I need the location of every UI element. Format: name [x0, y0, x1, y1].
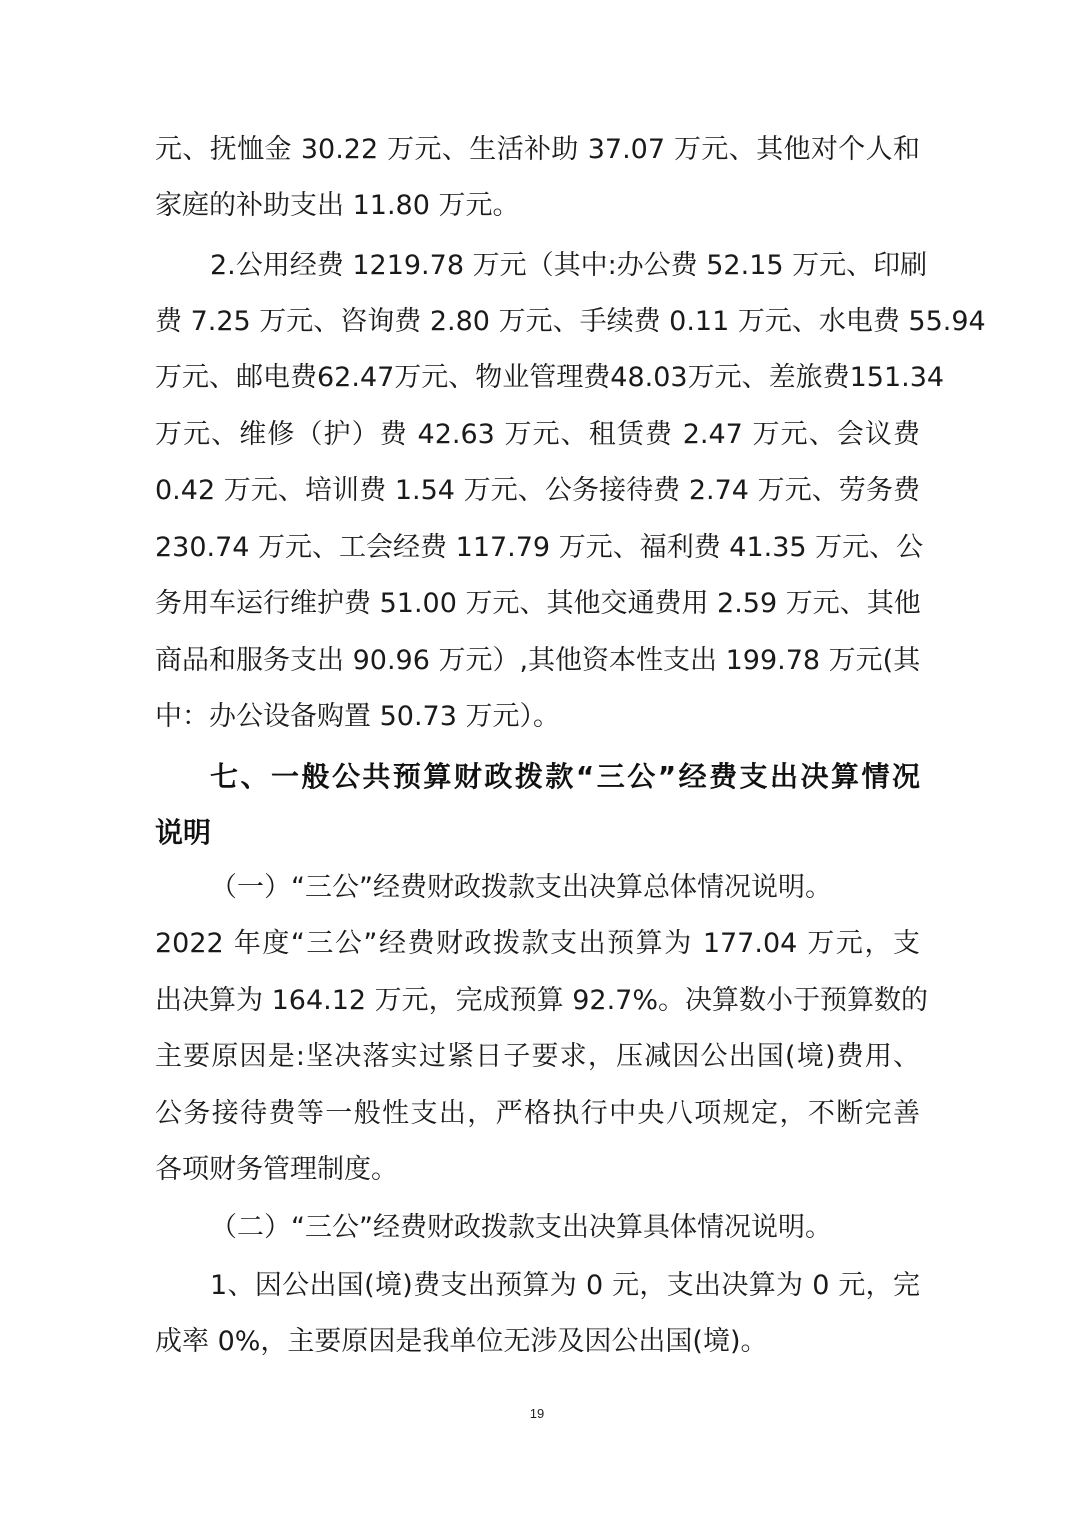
paragraph-line: 万元、维修（护）费 42.63 万元、租赁费 2.47 万元、会议费 [155, 419, 920, 450]
paragraph-line: 230.74 万元、工会经费 117.79 万元、福利费 41.35 万元、公 [155, 532, 924, 563]
paragraph-line: 2.公用经费 1219.78 万元（其中:办公费 52.15 万元、印刷 [210, 250, 928, 281]
paragraph-line: 主要原因是:坚决落实过紧日子要求，压减因公出国(境)费用、 [155, 1041, 920, 1072]
paragraph-line: 万元、邮电费62.47万元、物业管理费48.03万元、差旅费151.34 [155, 362, 945, 393]
paragraph-line: 中：办公设备购置 50.73 万元）。 [155, 701, 560, 732]
subsection-heading: （一）“三公”经费财政拨款支出决算总体情况说明。 [210, 872, 832, 903]
paragraph-line: 成率 0%，主要原因是我单位无涉及因公出国(境)。 [155, 1326, 768, 1357]
section-heading: 七、一般公共预算财政拨款“三公”经费支出决算情况 [210, 760, 920, 793]
paragraph-line: 0.42 万元、培训费 1.54 万元、公务接待费 2.74 万元、劳务费 [155, 475, 920, 506]
paragraph-line: 元、抚恤金 30.22 万元、生活补助 37.07 万元、其他对个人和 [155, 134, 920, 165]
page-number: 19 [529, 1406, 545, 1421]
paragraph-line: 务用车运行维护费 51.00 万元、其他交通费用 2.59 万元、其他 [155, 588, 921, 619]
paragraph-line: 公务接待费等一般性支出，严格执行中央八项规定，不断完善 [155, 1098, 920, 1129]
paragraph-line: 商品和服务支出 90.96 万元）,其他资本性支出 199.78 万元(其 [155, 645, 921, 676]
paragraph-line: 家庭的补助支出 11.80 万元。 [155, 190, 520, 221]
subsection-heading: （二）“三公”经费财政拨款支出决算具体情况说明。 [210, 1212, 832, 1243]
paragraph-line: 出决算为 164.12 万元，完成预算 92.7%。决算数小于预算数的 [155, 985, 928, 1016]
paragraph-line: 2022 年度“三公”经费财政拨款支出预算为 177.04 万元，支 [155, 928, 920, 959]
paragraph-line: 费 7.25 万元、咨询费 2.80 万元、手续费 0.11 万元、水电费 55.94 [155, 306, 986, 337]
paragraph-line: 各项财务管理制度。 [155, 1154, 398, 1185]
section-heading: 说明 [155, 816, 212, 849]
paragraph-line: 1、因公出国(境)费支出预算为 0 元，支出决算为 0 元，完 [210, 1270, 920, 1301]
